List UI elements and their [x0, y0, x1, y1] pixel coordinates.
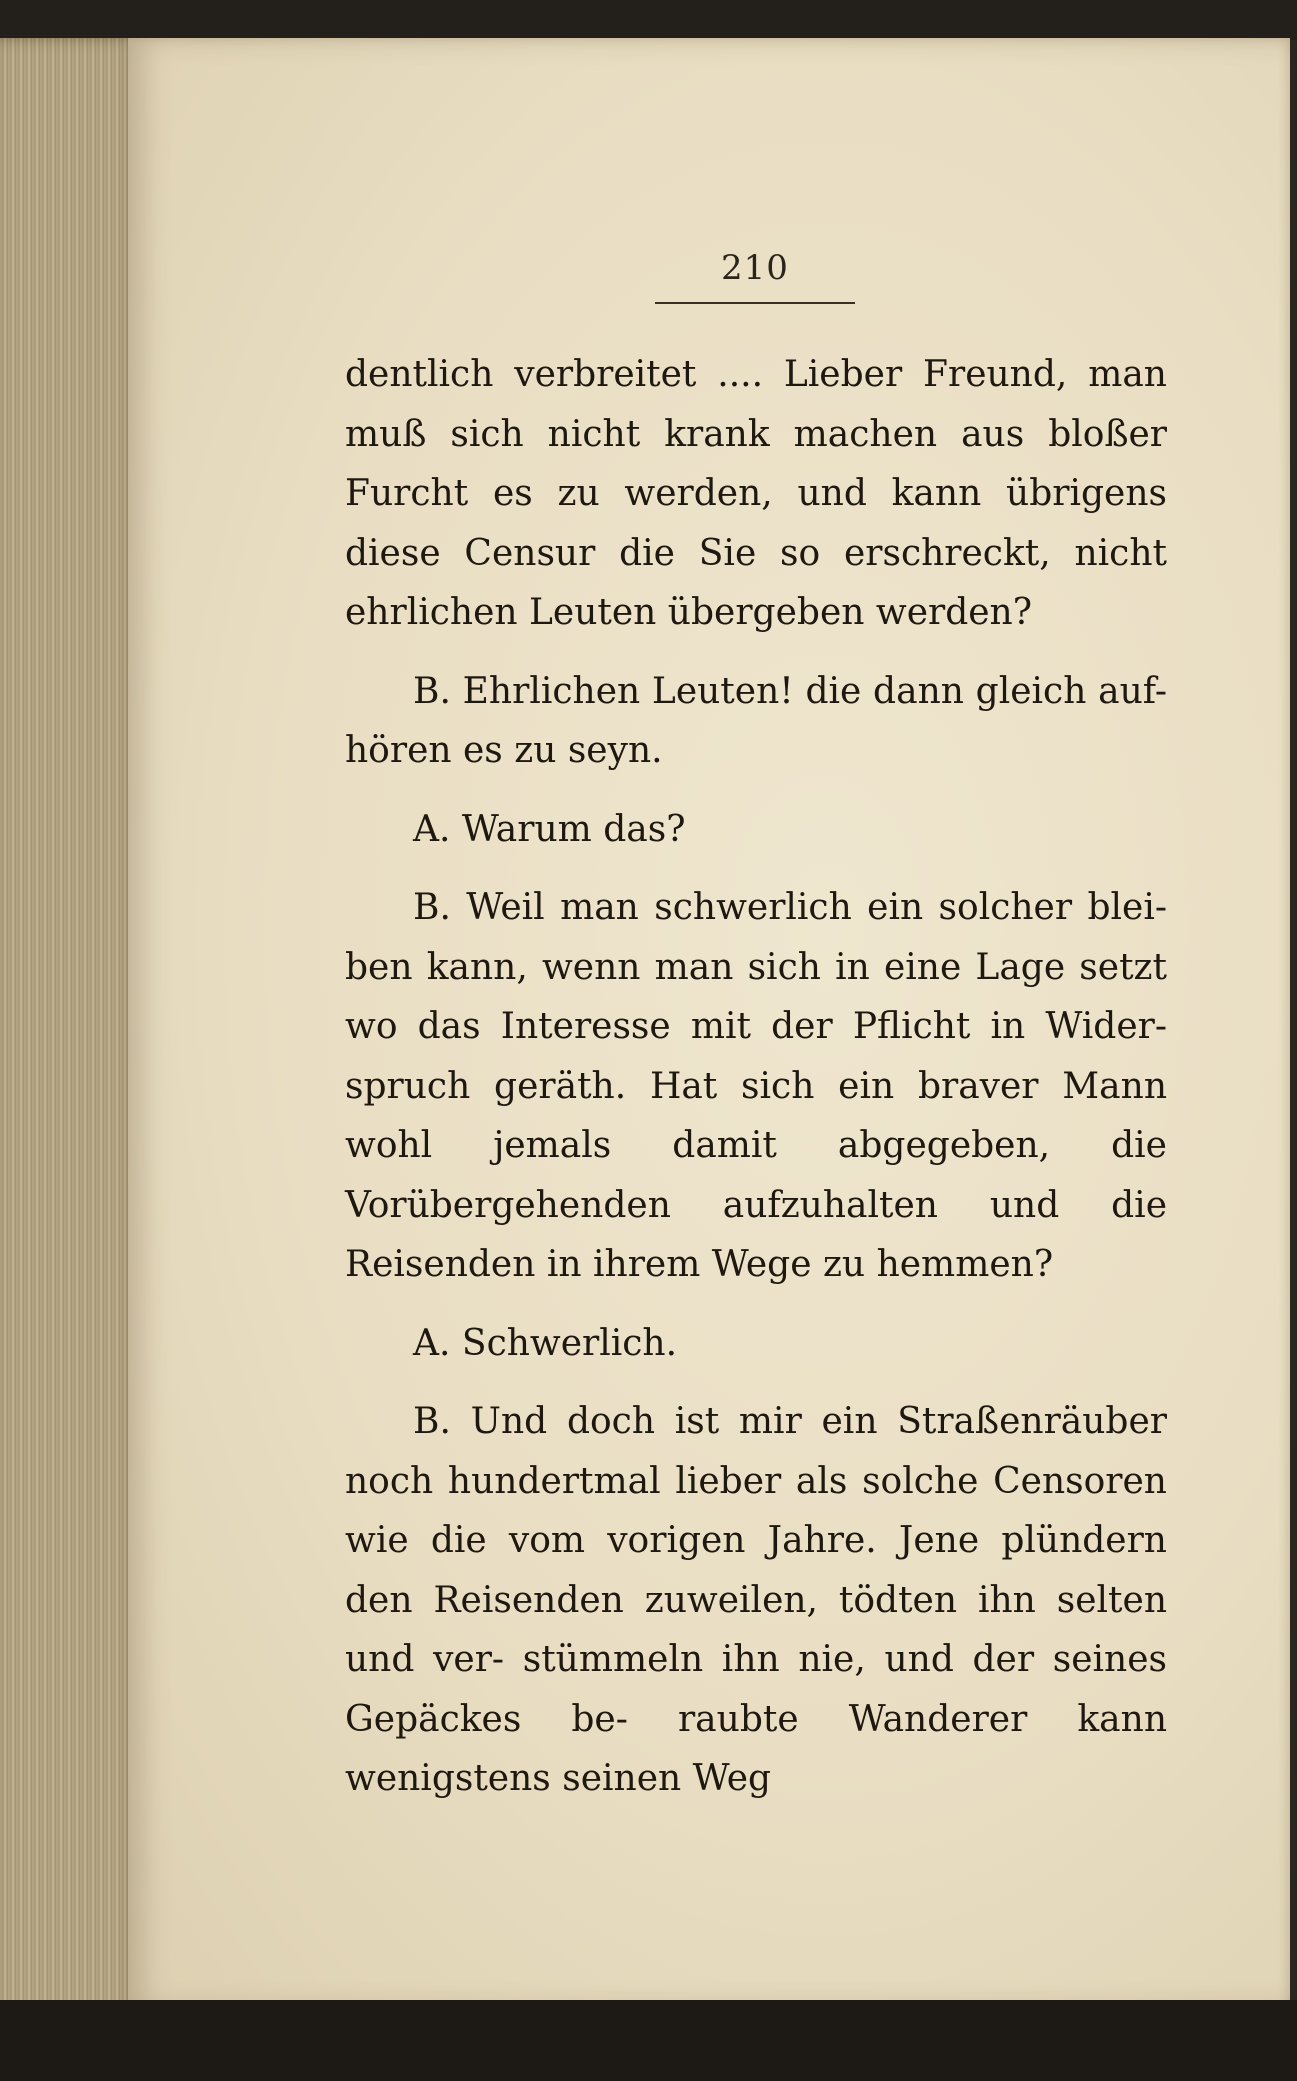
book-page-stack	[0, 38, 140, 2028]
paragraph-dialogue	[345, 662, 1167, 781]
page-number: 210	[721, 248, 789, 288]
paragraph-dialogue	[345, 800, 1167, 860]
bottom-margin-edge	[0, 2000, 1297, 2081]
top-margin-edge	[0, 0, 1297, 40]
paragraph-text: Weil man schwerlich ein solcher blei- ben kann, wenn man sich in eine Lage setzt wo das Interesse mit der Pflicht in Wider- spruch geräth. Hat sich ein braver Mann wohl jemals damit abgegeben, die Vorübergehenden aufzuhalten und die Reisenden in ihrem Wege zu hemmen?	[345, 887, 1167, 1285]
paragraph-text: Schwerlich.	[461, 1322, 678, 1364]
paragraph-dialogue	[345, 1392, 1167, 1809]
paragraph-text: Warum das?	[461, 808, 686, 850]
paragraph-text: dentlich verbreitet .... Lieber Freund, man muß sich nicht krank machen aus bloßer Furcht es zu werden, und kann übrigens diese Censur die Sie so erschreckt, nicht ehrlichen Leuten übergeben werden?	[345, 354, 1167, 633]
speaker-label: B.	[413, 670, 451, 712]
paragraph-text: Und doch ist mir ein Straßenräuber noch hundertmal lieber als solche Censoren wie die vom vorigen Jahre. Jene plündern den Reisenden zuweilen, tödten ihn selten und ver- stümmeln ihn nie, und der seines Gepäckes be- raubte Wanderer kann wenigstens seinen Weg	[345, 1401, 1167, 1799]
speaker-label: B.	[413, 887, 451, 928]
page-number-rule	[655, 302, 855, 304]
speaker-label: A.	[413, 1322, 451, 1364]
paragraph-text: Ehrlichen Leuten! die dann gleich auf- hören es zu seyn.	[345, 670, 1167, 771]
paragraph-dialogue	[345, 1314, 1167, 1374]
speaker-label: A.	[413, 808, 451, 850]
paragraph-dialogue	[345, 878, 1167, 1295]
speaker-label: B.	[413, 1401, 451, 1442]
body-text	[345, 345, 1167, 1828]
paragraph-continuation	[345, 345, 1167, 643]
